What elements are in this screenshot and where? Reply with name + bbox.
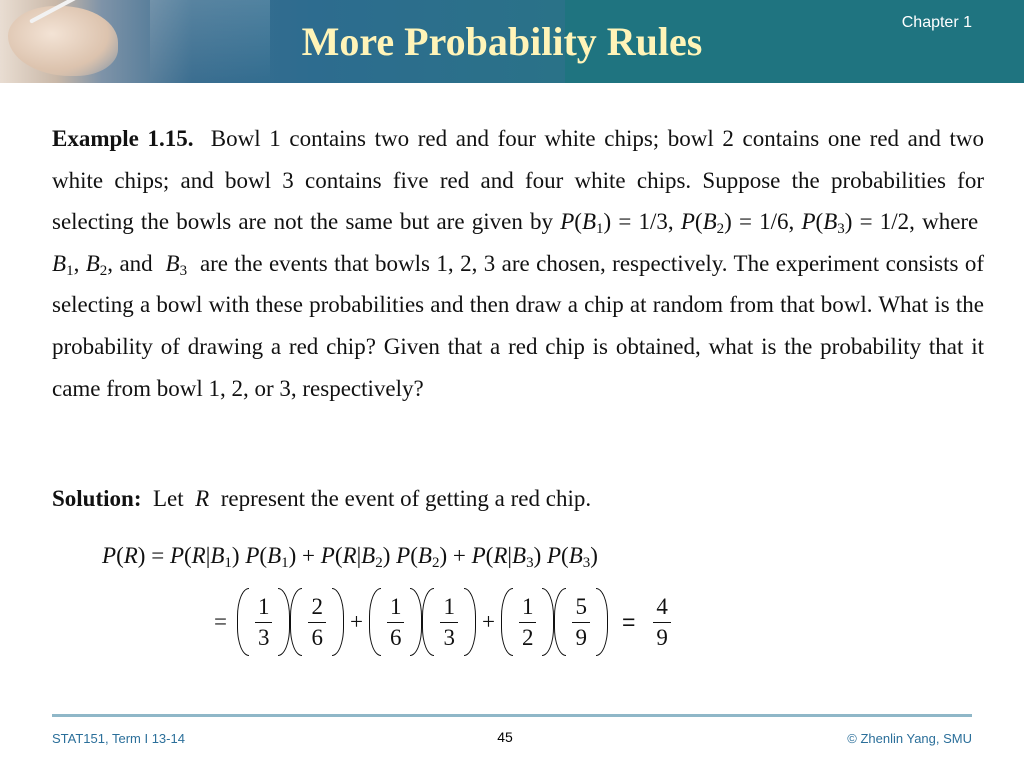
footer-divider	[52, 714, 972, 717]
event-names: $B_1$, $B_2$, and $B_3$	[52, 250, 188, 279]
numeric-equation	[214, 586, 677, 658]
fraction: $\frac{1}{2}$	[519, 594, 537, 651]
solution-label: Solution:	[52, 486, 142, 511]
solution-line: Solution: Let R represent the event of getting a red chip.	[52, 486, 592, 511]
fraction: $\frac{1}{3}$	[440, 594, 458, 651]
result-fraction: $\frac{4}{9}$	[653, 594, 671, 651]
example-label: Example 1.15.	[52, 126, 194, 151]
event-r: R	[195, 486, 210, 511]
result-equals-sign: =	[621, 608, 636, 635]
footer-author: © Zhenlin Yang, SMU	[847, 731, 972, 746]
header-banner	[0, 0, 1024, 83]
fraction: $\frac{2}{6}$	[308, 594, 326, 651]
example-paragraph	[52, 118, 984, 409]
product-term	[369, 588, 476, 656]
text-where: where	[922, 209, 979, 235]
plus-sign: +	[349, 609, 363, 634]
footer-course: STAT151, Term I 13-14	[52, 731, 185, 746]
product-term	[501, 588, 608, 656]
product-term	[237, 588, 344, 656]
chapter-label: Chapter 1	[901, 14, 972, 31]
fraction: $\frac{5}{9}$	[572, 594, 590, 651]
example-text-rest: are the events that bowls 1, 2, 3 are chosen, respectively. The experiment consists of selecting a bowl with these probabilities and then draw a chip at random from that bowl. What is the probability of drawing a red chip? Given that a red chip is obtained, what is the probability that it came from bowl 1, 2, or 3, respectively?	[52, 250, 985, 401]
plus-sign: +	[481, 609, 495, 634]
example-text-intro: Bowl 1 contains two red and four white chips; bowl 2 contains one red and two white chips; and bowl 3 contains five red and four white chips. Suppose the probabilities for selecting the bowls are not the same but are given by	[52, 126, 984, 235]
fraction: $\frac{1}{6}$	[387, 594, 405, 651]
total-probability-equation: $P(R) = P(R|B_1) P(B_1) + P(R|B_2) P(B_2) + P(R|B_3)$ $P(B_3)$	[102, 543, 598, 571]
equals-sign: =	[214, 609, 227, 634]
slide-title: More Probability Rules	[301, 19, 703, 64]
given-probabilities: $P(B_1) = 1/3$, $P(B_2) = 1/6$, $P(B_3) = 1/2$,	[560, 209, 915, 238]
fraction: $\frac{1}{3}$	[255, 594, 273, 651]
page-number: 45	[497, 729, 513, 745]
